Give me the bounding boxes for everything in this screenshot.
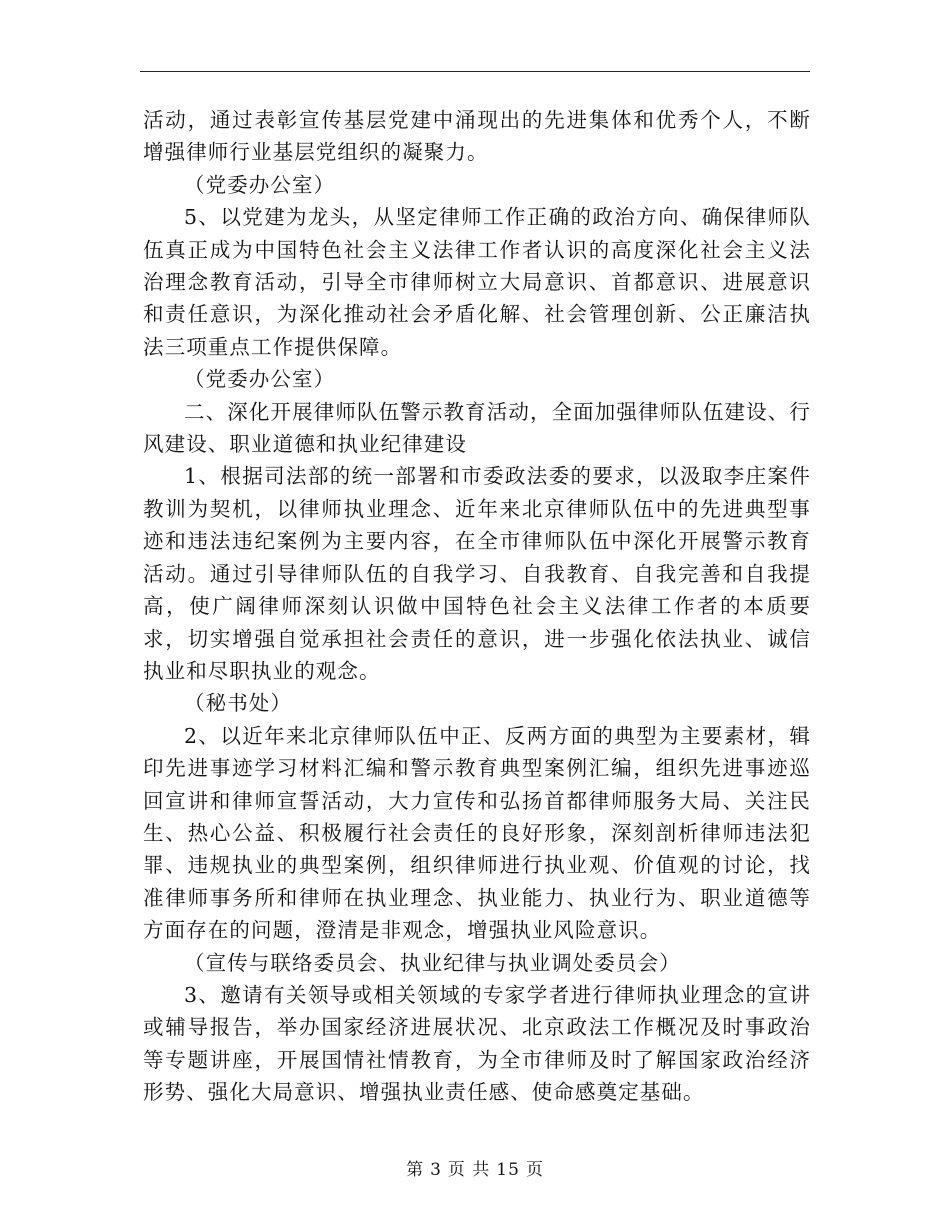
document-body [143,104,811,1109]
section-heading-2: 二、深化开展律师队伍警示教育活动，全面加强律师队伍建设、行风建设、职业道德和执业纪律建设 [143,399,811,457]
paragraph-continuation: 活动，通过表彰宣传基层党建中涌现出的先进集体和优秀个人，不断增强律师行业基层党组织的凝聚力。 [143,108,811,165]
department-note: （宣传与联络委员会、执业纪律与执业调处委员会） [184,950,681,975]
paragraph-item-2: 2、以近年来北京律师队伍中正、反两方面的典型为主要素材，辑印先进事迹学习材料汇编和警示教育典型案例汇编，组织先进事迹巡回宣讲和律师宣誓活动，大力宣传和弘扬首都律师服务大局、关注民生、热心公益、积极履行社会责任的良好形象，深刻剖析律师违法犯罪、违规执业的典型案例，组织律师进行执业观、价值观的讨论，找准律师事务所和律师在执业理念、执业能力、执业行为、职业道德等方面存在的问题，澄清是非观念，增强执业风险意识。 [143,723,811,943]
footer-current-page: 3 [430,1160,442,1180]
footer-middle: 页 共 [447,1160,491,1180]
paragraph-item-3: 3、邀请有关领导或相关领域的专家学者进行律师执业理念的宣讲或辅导报告，举办国家经济进展状况、北京政法工作概况及时事政治等专题讲座，开展国情社情教育，为全市律师及时了解国家政治经济形势、强化大局意识、增强执业责任感、使命感奠定基础。 [143,982,811,1105]
page-footer [0,1155,950,1180]
footer-prefix: 第 [406,1160,425,1180]
paragraph-item-1: 1、根据司法部的统一部署和市委政法委的要求，以汲取李庄案件教训为契机，以律师执业理念、近年来北京律师队伍中的先进典型事迹和违法违纪案例为主要内容，在全市律师队伍中深化开展警示教育活动。通过引导律师队伍的自我学习、自我教育、自我完善和自我提高，使广阔律师深刻认识做中国特色社会主义法律工作者的本质要求，切实增强自觉承担社会责任的意识，进一步强化依法执业、诚信执业和尽职执业的观念。 [143,464,811,683]
header-rule [140,71,810,72]
department-note: （党委办公室） [184,172,336,197]
paragraph-item-5: 5、以党建为龙头，从坚定律师工作正确的政治方向、确保律师队伍真正成为中国特色社会主义法律工作者认识的高度深化社会主义法治理念教育活动，引导全市律师树立大局意识、首都意识、进展意识和责任意识，为深化推动社会矛盾化解、社会管理创新、公正廉洁执法三项重点工作提供保障。 [143,205,811,359]
department-note: （秘书处） [184,691,292,716]
footer-total-pages: 15 [496,1160,520,1180]
department-note: （党委办公室） [184,367,336,392]
footer-suffix: 页 [525,1160,544,1180]
